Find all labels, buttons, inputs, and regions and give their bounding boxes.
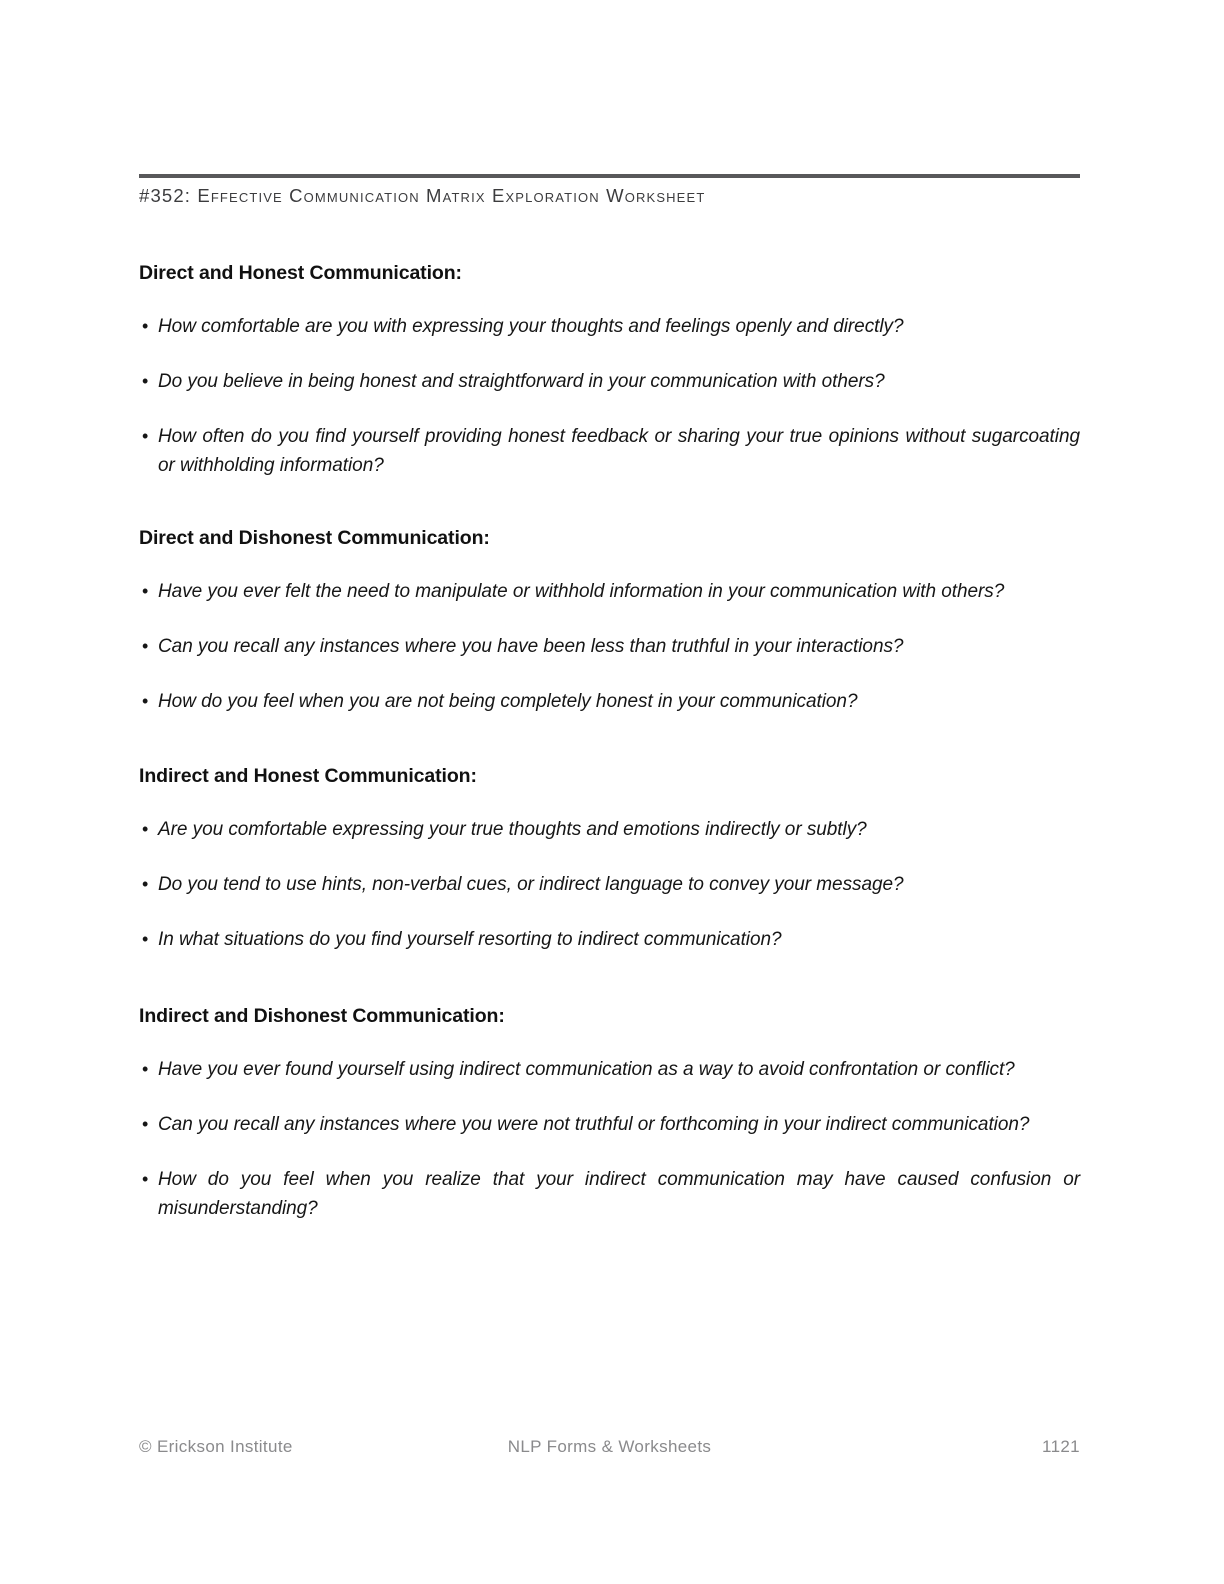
- footer-page-number: 1121: [1042, 1437, 1080, 1456]
- question-text: Do you believe in being honest and straightforward in your communication with others?: [158, 371, 885, 393]
- section-heading: Indirect and Honest Communication:: [139, 764, 477, 787]
- bullet-icon: •: [142, 874, 149, 895]
- worksheet-sections: [139, 262, 1080, 1224]
- page-title: #352: Effective Communication Matrix Exploration Worksheet: [139, 185, 706, 206]
- section-heading: Indirect and Dishonest Communication:: [139, 1004, 505, 1027]
- question-item: [139, 871, 1080, 900]
- question-text: Have you ever felt the need to manipulate or withhold information in your communication with others?: [158, 581, 1005, 603]
- question-item: [139, 1111, 1080, 1140]
- bullet-icon: •: [142, 819, 149, 840]
- section-indirect-and-honest: [139, 765, 1080, 955]
- footer-collection-title: NLP Forms & Worksheets: [507, 1437, 712, 1456]
- question-item: [139, 816, 1080, 845]
- bullet-icon: •: [142, 581, 149, 602]
- question-item: [139, 926, 1080, 955]
- section-direct-and-honest: [139, 262, 1080, 481]
- question-text: Can you recall any instances where you have been less than truthful in your interactions?: [158, 636, 904, 658]
- question-item: [139, 633, 1080, 662]
- question-text: Can you recall any instances where you were not truthful or forthcoming in your indirect communication?: [158, 1114, 1030, 1136]
- question-text: How comfortable are you with expressing your thoughts and feelings openly and directly?: [158, 316, 904, 338]
- footer-copyright: © Erickson Institute: [139, 1437, 293, 1456]
- question-text: How do you feel when you are not being completely honest in your communication?: [158, 691, 858, 713]
- question-item: [139, 368, 1080, 397]
- question-text: How often do you find yourself providing honest feedback or sharing your true opinions without sugarcoating or withholding information?: [158, 426, 1080, 477]
- bullet-icon: •: [142, 636, 149, 657]
- bullet-icon: •: [142, 316, 149, 337]
- question-item: [139, 1166, 1080, 1224]
- bullet-icon: •: [142, 426, 149, 447]
- section-indirect-and-dishonest: [139, 1005, 1080, 1224]
- bullet-icon: •: [142, 1169, 149, 1190]
- question-text: Do you tend to use hints, non-verbal cues, or indirect language to convey your message?: [158, 874, 904, 896]
- page-footer: [139, 1437, 1080, 1461]
- question-text: Have you ever found yourself using indirect communication as a way to avoid confrontation or conflict?: [158, 1059, 1015, 1081]
- question-item: [139, 313, 1080, 342]
- question-text: Are you comfortable expressing your true thoughts and emotions indirectly or subtly?: [158, 819, 867, 841]
- bullet-icon: •: [142, 371, 149, 392]
- question-item: [139, 1056, 1080, 1085]
- question-text: How do you feel when you realize that your indirect communication may have caused confusion or misunderstanding?: [158, 1169, 1080, 1219]
- bullet-icon: •: [142, 929, 149, 950]
- bullet-icon: •: [142, 1114, 149, 1135]
- question-item: [139, 578, 1080, 607]
- question-list: [139, 816, 1080, 955]
- question-list: [139, 578, 1080, 717]
- section-heading: Direct and Honest Communication:: [139, 262, 462, 284]
- section-direct-and-dishonest: [139, 527, 1080, 717]
- section-heading: Direct and Dishonest Communication:: [139, 526, 490, 549]
- header-rule: [139, 174, 1080, 178]
- question-text: In what situations do you find yourself resorting to indirect communication?: [158, 929, 782, 951]
- question-item: [139, 688, 1080, 717]
- bullet-icon: •: [142, 691, 149, 712]
- question-list: [139, 313, 1080, 481]
- bullet-icon: •: [142, 1059, 149, 1080]
- question-item: [139, 423, 1080, 481]
- question-list: [139, 1056, 1080, 1224]
